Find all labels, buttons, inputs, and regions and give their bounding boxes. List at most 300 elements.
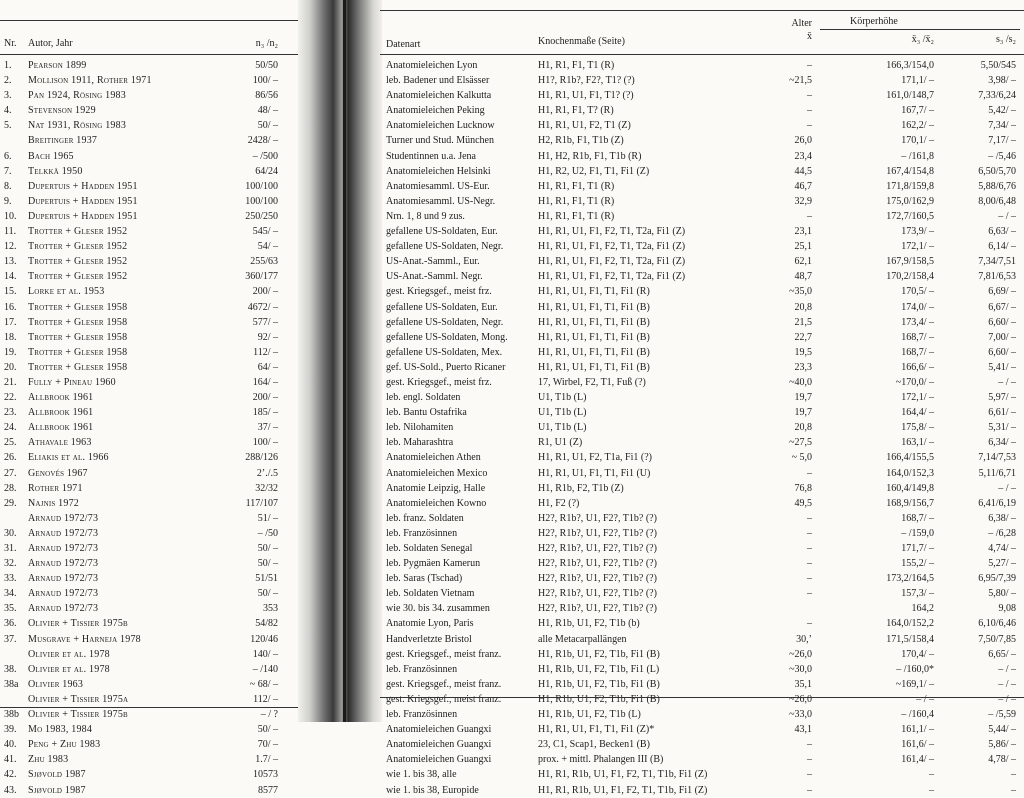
row-sample-size: 200/ –	[252, 392, 278, 404]
row-stature-sd: 6,60/ –	[988, 346, 1016, 358]
row-stature-sd: – /5,46	[988, 150, 1016, 162]
table-row	[0, 601, 300, 616]
row-number: 18.	[4, 331, 17, 343]
row-data-type: Anatomiesamml. US-Eur.	[386, 180, 490, 192]
row-stature-sd: 7,33/6,24	[978, 90, 1016, 102]
row-data-type: gefallene US-Soldaten, Negr.	[386, 241, 504, 253]
row-stature-mean: 161,6/ –	[901, 739, 934, 751]
row-stature-mean: 155,2/ –	[901, 558, 934, 570]
row-age: 20,8	[794, 422, 812, 434]
table-row	[380, 783, 1024, 798]
row-data-type: US-Anat.-Samml. Negr.	[386, 271, 483, 283]
row-stature-sd: 9,08	[998, 603, 1016, 615]
row-author: Olivier + Tissier 1975a	[28, 693, 129, 705]
row-age: –	[807, 512, 812, 524]
row-sample-size: 10573	[253, 769, 278, 781]
row-data-type: leb. Soldaten Senegal	[386, 543, 473, 554]
table-row	[0, 707, 300, 722]
row-stature-mean: 168,7/ –	[901, 346, 934, 358]
row-stature-mean: 173,4/ –	[901, 316, 934, 328]
row-number: 9.	[4, 195, 12, 207]
row-data-type: Anatomieleichen Mexico	[386, 467, 488, 479]
row-stature-sd: 6,50/5,70	[978, 165, 1016, 177]
row-bone-measures: H1, R1b, U1, F2, T1b (b)	[538, 618, 640, 630]
row-author: Dupertuis + Hadden 1951	[28, 210, 138, 222]
row-age: 46,7	[794, 180, 812, 192]
header-n: n₃ /n₂	[255, 38, 278, 49]
row-bone-measures: H1, R1, U1, F1, T1, Fi1 (B)	[538, 301, 650, 313]
row-stature-mean: 171,8/159,8	[886, 180, 934, 192]
row-number: 20.	[4, 361, 17, 373]
row-number: 21.	[4, 376, 17, 388]
row-bone-measures: H1, R2, U2, F1, T1, Fi1 (Z)	[538, 165, 650, 177]
row-sample-size: 8577	[258, 784, 278, 796]
row-bone-measures: H1, R1, F1, T1 (R)	[538, 195, 615, 207]
table-row	[0, 466, 300, 481]
table-row	[0, 496, 300, 511]
header-rule	[0, 54, 300, 55]
row-age: ~30,0	[789, 663, 812, 675]
row-sample-size: 112/ –	[253, 346, 278, 358]
row-stature-mean: 174,0/ –	[901, 301, 934, 313]
row-number: 25.	[4, 437, 17, 449]
row-bone-measures: H1, R1, R1b, U1, F1, F2, T1, T1b, Fi1 (Z)	[538, 769, 708, 781]
row-stature-sd: 6,63/ –	[988, 226, 1016, 238]
row-data-type: gest. Kriegsgef., meist frz.	[386, 376, 492, 388]
gutter-fold-line	[343, 0, 346, 722]
row-sample-size: 255/63	[250, 256, 278, 268]
row-data-type: Turner und Stud. München	[386, 135, 494, 147]
row-age: 19,7	[794, 407, 812, 419]
row-data-type: leb. Französinnen	[386, 663, 458, 675]
row-age: ~33,0	[789, 709, 812, 721]
row-data-type: gef. US-Sold., Puerto Ricaner	[386, 361, 506, 373]
row-age: 21,5	[794, 316, 812, 328]
row-author: Musgrave + Harneja 1978	[28, 633, 141, 645]
table-row	[0, 118, 300, 133]
row-bone-measures: H1, R1, F1, T1 (R)	[538, 180, 615, 192]
table-row	[380, 632, 1024, 647]
row-author: Trotter + Gleser 1958	[28, 331, 128, 343]
row-sample-size: 100/ –	[252, 75, 278, 87]
row-data-type: leb. Badener und Elsässer	[386, 75, 490, 87]
row-number: 38.	[4, 663, 17, 675]
table-row	[380, 164, 1024, 179]
row-number: 32.	[4, 558, 17, 570]
row-stature-sd: 6,69/ –	[988, 286, 1016, 298]
table-row	[380, 149, 1024, 164]
row-data-type: wie 1. bis 38, alle	[386, 769, 457, 781]
row-stature-mean: 173,9/ –	[901, 226, 934, 238]
row-data-type: leb. Saras (Tschad)	[386, 573, 463, 585]
row-stature-mean: 164,2	[911, 603, 934, 615]
row-age: –	[807, 60, 812, 71]
row-stature-mean: – /161,8	[901, 150, 934, 162]
row-stature-mean: ~169,1/ –	[895, 678, 934, 690]
row-stature-sd: 5,86/ –	[988, 739, 1016, 751]
row-data-type: gest. Kriegsgef., meist franz.	[386, 678, 502, 690]
row-sample-size: 48/ –	[257, 105, 278, 117]
table-row	[0, 390, 300, 405]
table-row	[380, 118, 1024, 133]
row-stature-mean: 167,9/158,5	[886, 256, 934, 268]
row-bone-measures: H1, R1b, U1, F2, T1b (L)	[538, 709, 641, 721]
table-row	[0, 209, 300, 224]
row-stature-mean: 167,4/154,8	[886, 165, 934, 177]
row-age: ~26,0	[789, 648, 812, 660]
row-stature-sd: – / –	[998, 376, 1016, 388]
row-author: Telkkä 1950	[28, 165, 83, 177]
table-row	[0, 677, 300, 692]
row-stature-sd: 5,31/ –	[988, 422, 1016, 434]
row-stature-mean: 162,2/ –	[901, 120, 934, 132]
row-stature-sd: 7,34/7,51	[978, 256, 1016, 268]
row-stature-mean: 173,2/164,5	[886, 573, 934, 585]
row-sample-size: 50/ –	[257, 558, 278, 570]
row-age: –	[807, 105, 812, 117]
row-author: Stevenson 1929	[28, 105, 96, 117]
table-row	[0, 616, 300, 631]
row-age: ~27,5	[789, 437, 812, 449]
row-data-type: Anatomieleichen Peking	[386, 105, 485, 117]
row-stature-sd: 6,41/6,19	[978, 497, 1016, 509]
row-stature-mean: – /160,0*	[896, 663, 934, 675]
row-data-type: gefallene US-Soldaten, Eur.	[386, 226, 498, 238]
row-sample-size: 2428/ –	[247, 135, 278, 147]
row-author: Arnaud 1972/73	[28, 527, 99, 539]
table-row	[380, 752, 1024, 767]
table-row	[380, 662, 1024, 677]
row-author: Fully + Pineau 1960	[28, 376, 116, 388]
row-sample-size: 353	[263, 603, 278, 615]
row-author: Breitinger 1937	[28, 135, 98, 147]
row-bone-measures: 23, C1, Scap1, Becken1 (B)	[538, 739, 650, 751]
row-bone-measures: H1, R1b, U1, F2, T1b, Fi1 (B)	[538, 693, 660, 705]
row-number: 31.	[4, 543, 17, 554]
row-number: 28.	[4, 482, 17, 494]
row-author: Peng + Zhu 1983	[28, 739, 101, 751]
row-data-type: Anatomieleichen Athen	[386, 452, 481, 464]
row-stature-sd: 3,98/ –	[988, 75, 1016, 87]
row-age: 23,3	[794, 361, 812, 373]
table-row	[0, 647, 300, 662]
bottom-rule-right	[380, 697, 1024, 698]
row-stature-sd: –	[1011, 769, 1016, 781]
table-row	[380, 481, 1024, 496]
row-author: Mo 1983, 1984	[28, 724, 93, 736]
row-stature-sd: – / –	[998, 482, 1016, 494]
row-bone-measures: H2?, R1b?, U1, F2?, T1b? (?)	[538, 512, 657, 524]
row-stature-sd: – / –	[998, 678, 1016, 690]
row-stature-mean: 168,7/ –	[901, 331, 934, 343]
table-row	[380, 88, 1024, 103]
table-row	[380, 420, 1024, 435]
table-row	[380, 526, 1024, 541]
row-bone-measures: alle Metacarpallängen	[538, 633, 627, 645]
left-page	[0, 0, 300, 796]
row-age: 23,1	[794, 226, 812, 238]
header-autor: Autor, Jahr	[28, 38, 73, 49]
row-number: 8.	[4, 180, 12, 192]
table-row	[0, 692, 300, 707]
row-age: 25,1	[794, 241, 812, 253]
row-data-type: Handverletzte Bristol	[386, 633, 472, 645]
table-row	[0, 58, 300, 73]
row-author: Sjøvold 1987	[28, 784, 86, 796]
row-stature-sd: 5,11/6,71	[978, 467, 1016, 479]
table-row	[380, 707, 1024, 722]
row-sample-size: 50/ –	[257, 543, 278, 554]
row-author: Zhu 1983	[28, 754, 69, 766]
row-age: –	[807, 543, 812, 554]
table-row	[0, 239, 300, 254]
table-row	[380, 103, 1024, 118]
row-data-type: Anatomieleichen Lyon	[386, 60, 478, 71]
row-stature-mean: 175,0/162,9	[886, 195, 934, 207]
row-bone-measures: H1, R1, U1, F1, T1? (?)	[538, 90, 634, 102]
table-row	[0, 103, 300, 118]
row-bone-measures: H1, R1, U1, F1, F2, T1, T2a, Fi1 (Z)	[538, 241, 686, 253]
row-data-type: leb. Pygmäen Kamerun	[386, 558, 481, 570]
row-author: Olivier + Tissier 1975b	[28, 709, 128, 721]
row-age: 49,5	[794, 497, 812, 509]
row-stature-mean: 171,1/ –	[901, 75, 934, 87]
row-bone-measures: H1, R1, U1, F1, T1, Fi1 (B)	[538, 361, 650, 373]
table-row	[0, 767, 300, 782]
table-row	[380, 556, 1024, 571]
row-bone-measures: H1, R1, U1, F1, T1, Fi1 (B)	[538, 331, 650, 343]
table-row	[0, 722, 300, 737]
row-number: 13.	[4, 256, 17, 268]
row-data-type: US-Anat.-Samml., Eur.	[386, 256, 480, 268]
table-row	[0, 149, 300, 164]
row-stature-mean: 172,7/160,5	[886, 210, 934, 222]
row-age: 44,5	[794, 165, 812, 177]
row-sample-size: 50/ –	[257, 724, 278, 736]
table-row	[380, 73, 1024, 88]
row-number: 2.	[4, 75, 12, 87]
row-stature-mean: 164,4/ –	[901, 407, 934, 419]
table-row	[380, 405, 1024, 420]
row-data-type: Anatomieleichen Guangxi	[386, 754, 492, 766]
row-number: 23.	[4, 407, 17, 419]
row-author: Nat 1931, Rösing 1983	[28, 120, 127, 132]
header-koerperhoehe: Körperhöhe	[850, 16, 898, 27]
row-author: Olivier 1963	[28, 678, 84, 690]
row-bone-measures: H1, R1, U1, F1, F2, T1, T2a, Fi1 (Z)	[538, 256, 686, 268]
row-stature-sd: – / –	[998, 693, 1016, 705]
row-stature-mean: 164,0/152,2	[886, 618, 934, 630]
table-row	[380, 435, 1024, 450]
table-row	[380, 375, 1024, 390]
table-row	[380, 360, 1024, 375]
row-number: 11.	[4, 226, 17, 238]
row-stature-sd: 6,34/ –	[988, 437, 1016, 449]
header-datenart: Datenart	[386, 39, 421, 50]
row-stature-sd: 5,50/545	[980, 60, 1016, 71]
row-bone-measures: H1, R1b, U1, F2, T1b, Fi1 (B)	[538, 648, 660, 660]
row-bone-measures: H1, R1, R1b, U1, F1, F2, T1, T1b, Fi1 (Z)	[538, 784, 708, 796]
row-bone-measures: U1, T1b (L)	[538, 407, 587, 419]
row-stature-mean: – /160,4	[901, 709, 934, 721]
row-sample-size: ~ 68/ –	[249, 678, 278, 690]
row-data-type: Anatomie Leipzig, Halle	[386, 482, 486, 494]
row-author: Trotter + Gleser 1958	[28, 346, 128, 358]
row-stature-sd: 5,80/ –	[988, 588, 1016, 600]
row-author: Dupertuis + Hadden 1951	[28, 180, 138, 192]
row-sample-size: 185/ –	[252, 407, 278, 419]
row-sample-size: 54/ –	[257, 241, 278, 253]
row-number: 16.	[4, 301, 17, 313]
row-stature-sd: 5,97/ –	[988, 392, 1016, 404]
row-bone-measures: H1, R1, U1, F1, T1, Fi1 (B)	[538, 346, 650, 358]
row-number: 14.	[4, 271, 17, 283]
row-number: 38a	[4, 678, 19, 690]
row-sample-size: 4672/ –	[247, 301, 278, 313]
row-stature-mean: 175,8/ –	[901, 422, 934, 434]
row-author: Eliakis et al. 1966	[28, 452, 109, 464]
table-row	[380, 722, 1024, 737]
row-data-type: Anatomieleichen Guangxi	[386, 724, 492, 736]
row-bone-measures: H2?, R1b?, U1, F2?, T1b? (?)	[538, 558, 657, 570]
table-row	[380, 224, 1024, 239]
row-sample-size: 100/100	[245, 180, 278, 192]
row-number: 33.	[4, 573, 17, 585]
right-page	[380, 0, 1024, 796]
header-koerper-s: s₃ /s₂	[995, 34, 1016, 45]
row-author: Olivier et al. 1978	[28, 648, 110, 660]
row-author: Rother 1971	[28, 482, 83, 494]
row-bone-measures: H1, R1, U1, F1, T1, Fi1 (U)	[538, 467, 651, 479]
row-bone-measures: H2, R1b, F1, T1b (Z)	[538, 135, 624, 147]
row-age: –	[807, 739, 812, 751]
row-age: 43,1	[794, 724, 812, 736]
row-age: 62,1	[794, 256, 812, 268]
table-row	[380, 179, 1024, 194]
row-age: ~ 5,0	[791, 452, 812, 464]
row-age: 23,4	[794, 150, 812, 162]
row-author: Sjøvold 1987	[28, 769, 86, 781]
row-number: 38b	[4, 709, 19, 721]
row-sample-size: 120/46	[250, 633, 278, 645]
row-data-type: gefallene US-Soldaten, Negr.	[386, 316, 504, 328]
row-age: 30,’	[796, 633, 812, 645]
row-age: 32,9	[794, 195, 812, 207]
row-sample-size: 117/107	[245, 497, 278, 509]
row-data-type: leb. Soldaten Vietnam	[386, 588, 475, 600]
table-row	[0, 632, 300, 647]
row-sample-size: – /500	[252, 150, 278, 162]
table-row	[380, 586, 1024, 601]
row-bone-measures: H1, H2, R1b, F1, T1b (R)	[538, 150, 642, 162]
row-age: 76,8	[794, 482, 812, 494]
row-author: Olivier et al. 1978	[28, 663, 110, 675]
row-number: 1.	[4, 60, 12, 71]
row-sample-size: 32/32	[255, 482, 278, 494]
table-row	[0, 420, 300, 435]
row-age: 22,7	[794, 331, 812, 343]
table-row	[0, 586, 300, 601]
row-stature-mean: 172,1/ –	[901, 241, 934, 253]
row-sample-size: 86/56	[255, 90, 278, 102]
row-number: 39.	[4, 724, 17, 736]
row-stature-sd: 7,14/7,53	[978, 452, 1016, 464]
row-author: Pan 1924, Rösing 1983	[28, 90, 126, 102]
row-stature-sd: 6,95/7,39	[978, 573, 1016, 585]
row-age: 26,0	[794, 135, 812, 147]
table-row	[0, 435, 300, 450]
row-stature-mean: 168,7/ –	[901, 512, 934, 524]
row-stature-mean: 166,6/ –	[901, 361, 934, 373]
row-stature-sd: 7,00/ –	[988, 331, 1016, 343]
row-stature-sd: – /5,59	[988, 709, 1016, 721]
table-row	[380, 737, 1024, 752]
row-sample-size: 50/ –	[257, 588, 278, 600]
table-row	[380, 571, 1024, 586]
row-sample-size: 545/ –	[252, 226, 278, 238]
row-bone-measures: H1, R1, U1, F1, T1, Fi1 (R)	[538, 286, 650, 298]
row-bone-measures: H2?, R1b?, U1, F2?, T1b? (?)	[538, 543, 657, 554]
row-bone-measures: U1, T1b (L)	[538, 392, 587, 404]
row-data-type: Anatomieleichen Kalkutta	[386, 90, 492, 102]
header-rule-right	[380, 54, 1024, 55]
row-sample-size: 50/ –	[257, 120, 278, 132]
table-row	[0, 254, 300, 269]
row-number: 35.	[4, 603, 17, 615]
row-stature-sd: 6,10/6,46	[978, 618, 1016, 630]
table-row	[380, 269, 1024, 284]
table-row	[0, 269, 300, 284]
row-stature-sd: – / –	[998, 210, 1016, 222]
row-author: Genovés 1967	[28, 467, 88, 479]
table-row	[0, 345, 300, 360]
koerper-rule	[820, 29, 1020, 30]
row-data-type: Studentinnen u.a. Jena	[386, 150, 476, 162]
row-number: 37.	[4, 633, 17, 645]
table-row	[380, 133, 1024, 148]
header-alter-sub: x̄	[807, 31, 812, 42]
table-row	[0, 737, 300, 752]
table-row	[0, 405, 300, 420]
row-age: –	[807, 467, 812, 479]
right-table-body	[380, 58, 1024, 798]
row-sample-size: 577/ –	[252, 316, 278, 328]
top-rule-right	[380, 10, 1024, 11]
row-stature-sd: 6,38/ –	[988, 512, 1016, 524]
row-number: 17.	[4, 316, 17, 328]
row-sample-size: 112/ –	[253, 693, 278, 705]
row-sample-size: 64/ –	[257, 361, 278, 373]
book-gutter	[298, 0, 382, 722]
row-data-type: leb. engl. Soldaten	[386, 392, 461, 404]
row-author: Trotter + Gleser 1958	[28, 361, 128, 373]
row-stature-sd: 4,78/ –	[988, 754, 1016, 766]
table-row	[0, 133, 300, 148]
row-author: Allbrook 1961	[28, 392, 94, 404]
row-data-type: gest. Kriegsgef., meist frz.	[386, 286, 492, 298]
row-bone-measures: H1, R1b, U1, F2, T1b, Fi1 (B)	[538, 678, 660, 690]
row-age: 19,7	[794, 392, 812, 404]
table-row	[380, 692, 1024, 707]
row-age: –	[807, 573, 812, 585]
row-number: 5.	[4, 120, 12, 132]
table-row	[380, 284, 1024, 299]
table-row	[380, 511, 1024, 526]
row-stature-mean: 167,7/ –	[901, 105, 934, 117]
row-stature-sd: 6,67/ –	[988, 301, 1016, 313]
row-sample-size: 2’./.5	[256, 467, 278, 479]
table-row	[380, 601, 1024, 616]
